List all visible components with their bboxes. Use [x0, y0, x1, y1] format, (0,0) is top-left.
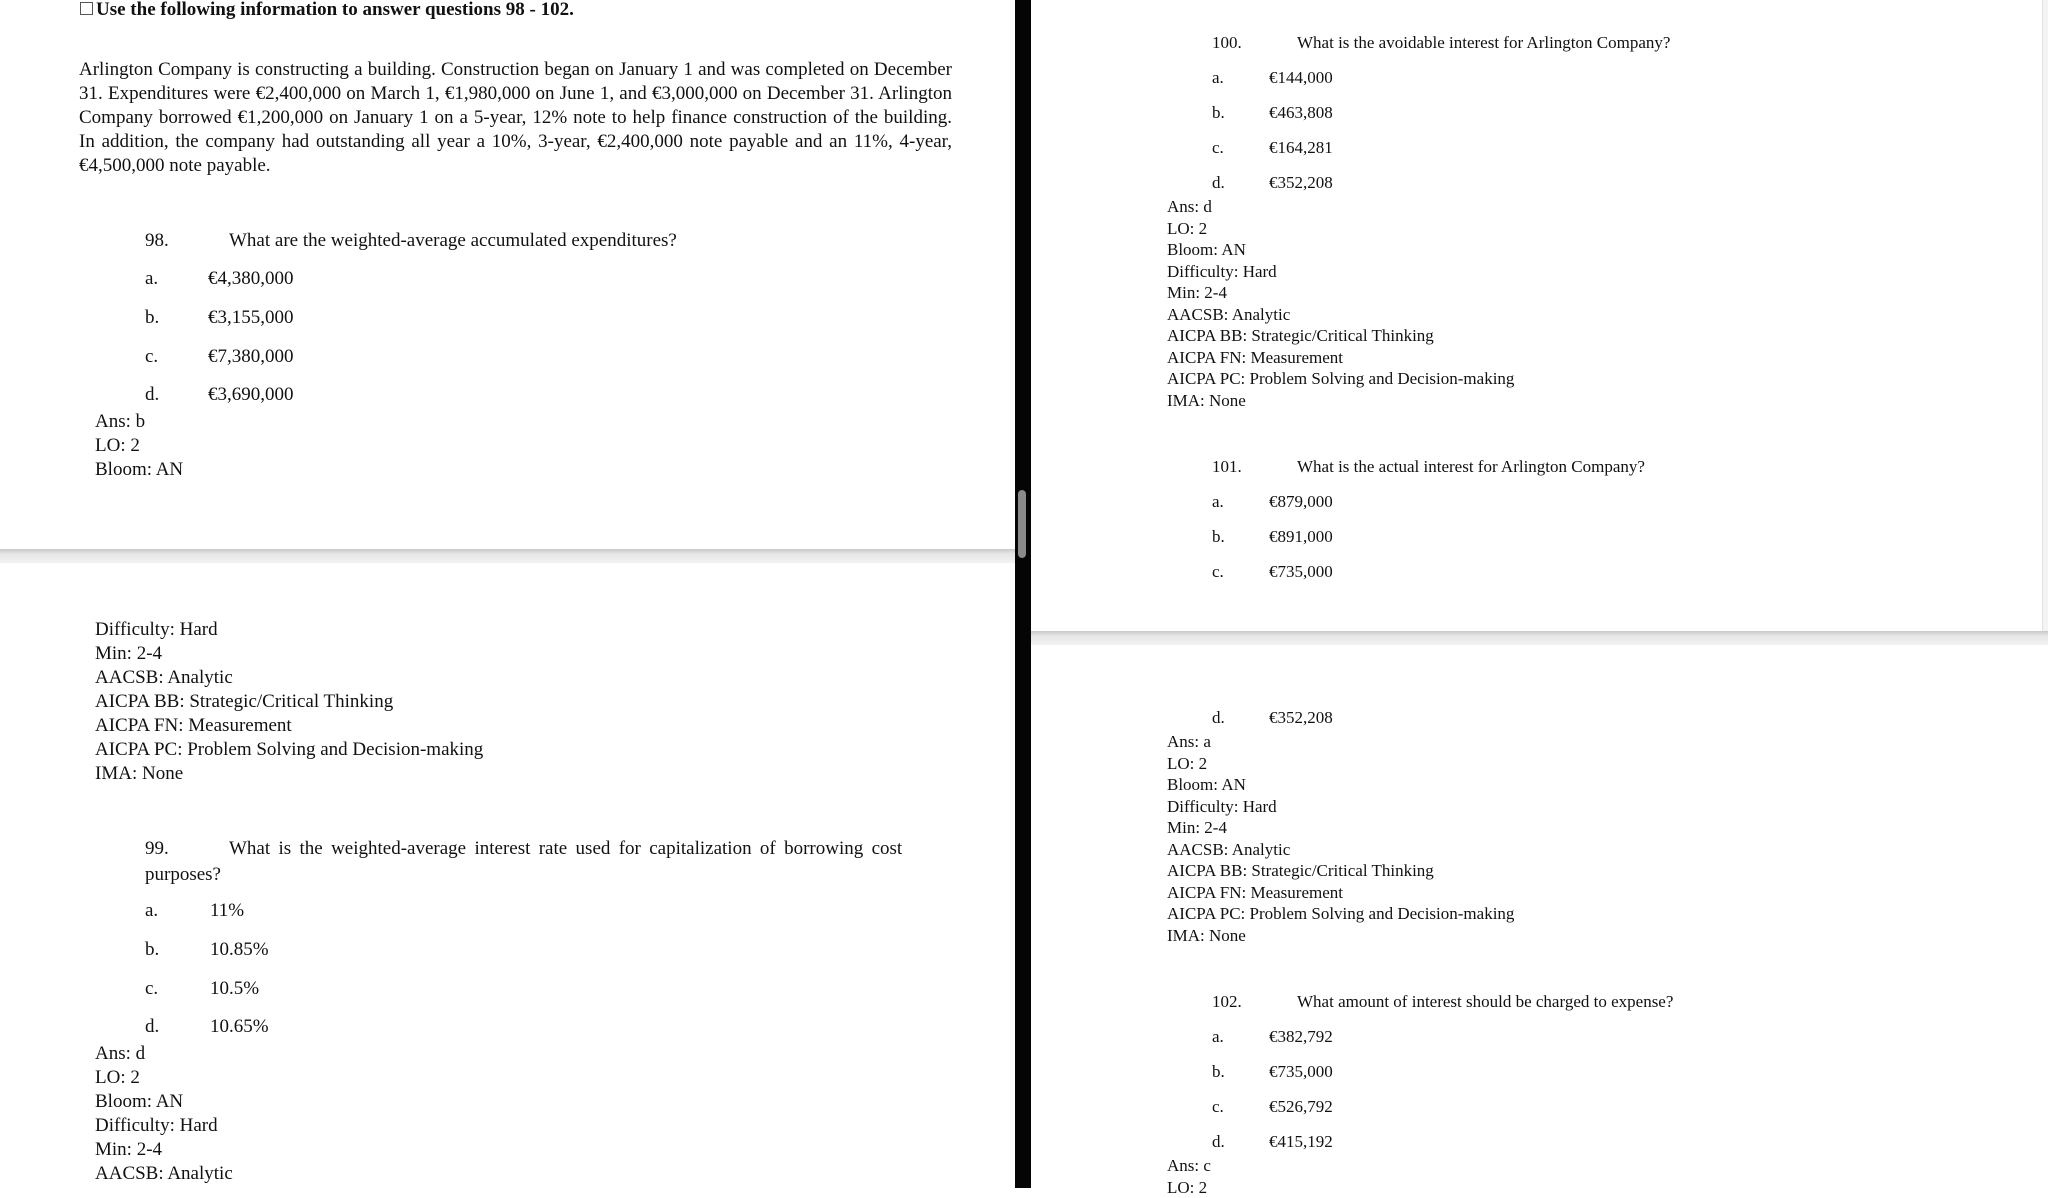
- meta-line: Bloom: AN: [1167, 774, 1514, 796]
- q101-text: What is the actual interest for Arlington Company?: [1297, 457, 1645, 477]
- q102-meta: [1167, 1155, 1211, 1198]
- meta-line: AICPA PC: Problem Solving and Decision-making: [1167, 368, 1514, 390]
- meta-line: LO: 2: [1167, 218, 1514, 240]
- q100-a-value: €144,000: [1269, 68, 1333, 88]
- q99-b-letter: b.: [145, 939, 159, 961]
- q101-d-letter: d.: [1212, 708, 1225, 728]
- q99-a-value: 11%: [210, 900, 244, 922]
- meta-line: Difficulty: Hard: [95, 1114, 233, 1138]
- q101-a-letter: a.: [1212, 492, 1224, 512]
- meta-line: LO: 2: [95, 1066, 233, 1090]
- q98-b-value: €3,155,000: [208, 307, 294, 329]
- meta-line: Min: 2-4: [1167, 817, 1514, 839]
- q100-b-value: €463,808: [1269, 103, 1333, 123]
- q101-a-value: €879,000: [1269, 492, 1333, 512]
- meta-line: Min: 2-4: [95, 1138, 233, 1162]
- q101-b-value: €891,000: [1269, 527, 1333, 547]
- meta-line: Ans: b: [95, 410, 183, 434]
- q98-text: What are the weighted-average accumulated expenditures?: [229, 230, 677, 252]
- q99-b-value: 10.85%: [210, 939, 269, 961]
- q99-number: 99.: [145, 838, 169, 860]
- q100-d-value: €352,208: [1269, 173, 1333, 193]
- q102-b-value: €735,000: [1269, 1062, 1333, 1082]
- meta-line: AICPA BB: Strategic/Critical Thinking: [95, 690, 483, 714]
- q98-d-value: €3,690,000: [208, 384, 294, 406]
- meta-line: AICPA PC: Problem Solving and Decision-making: [1167, 903, 1514, 925]
- q102-c-value: €526,792: [1269, 1097, 1333, 1117]
- page-break-shadow: [0, 549, 1015, 563]
- meta-line: AICPA FN: Measurement: [1167, 347, 1514, 369]
- q101-d-value: €352,208: [1269, 708, 1333, 728]
- q102-text: What amount of interest should be charged to expense?: [1297, 992, 1673, 1012]
- meta-line: Bloom: AN: [95, 1090, 233, 1114]
- q98-c-value: €7,380,000: [208, 346, 294, 368]
- meta-line: AICPA FN: Measurement: [95, 714, 483, 738]
- q101-number: 101.: [1212, 457, 1242, 477]
- q100-number: 100.: [1212, 33, 1242, 53]
- q100-b-letter: b.: [1212, 103, 1225, 123]
- q100-c-value: €164,281: [1269, 138, 1333, 158]
- q98-c-letter: c.: [145, 346, 158, 368]
- section-header: [80, 0, 574, 21]
- meta-line: Min: 2-4: [95, 642, 483, 666]
- q99-a-letter: a.: [145, 900, 158, 922]
- meta-line: Ans: c: [1167, 1155, 1211, 1177]
- page-edge: [2042, 0, 2048, 631]
- q98-a-letter: a.: [145, 268, 158, 290]
- divider-handle[interactable]: [1018, 490, 1026, 558]
- meta-line: Bloom: AN: [1167, 239, 1514, 261]
- q98-meta-bottom: [95, 618, 483, 786]
- q102-d-letter: d.: [1212, 1132, 1225, 1152]
- q99-c-value: 10.5%: [210, 978, 259, 1000]
- checkbox-icon: [80, 2, 93, 15]
- meta-line: AACSB: Analytic: [95, 666, 483, 690]
- q98-a-value: €4,380,000: [208, 268, 294, 290]
- q99-d-value: 10.65%: [210, 1016, 269, 1038]
- q100-d-letter: d.: [1212, 173, 1225, 193]
- q99-d-letter: d.: [145, 1016, 159, 1038]
- q101-b-letter: b.: [1212, 527, 1225, 547]
- meta-line: AACSB: Analytic: [95, 1162, 233, 1186]
- q99-c-letter: c.: [145, 978, 158, 1000]
- q102-a-letter: a.: [1212, 1027, 1224, 1047]
- meta-line: Ans: a: [1167, 731, 1514, 753]
- meta-line: Min: 2-4: [1167, 282, 1514, 304]
- meta-line: AICPA FN: Measurement: [1167, 882, 1514, 904]
- q100-meta: [1167, 196, 1514, 411]
- meta-line: AACSB: Analytic: [1167, 304, 1514, 326]
- meta-line: AICPA BB: Strategic/Critical Thinking: [1167, 325, 1514, 347]
- q102-d-value: €415,192: [1269, 1132, 1333, 1152]
- meta-line: IMA: None: [95, 762, 483, 786]
- q100-a-letter: a.: [1212, 68, 1224, 88]
- meta-line: IMA: None: [1167, 390, 1514, 412]
- meta-line: Difficulty: Hard: [95, 618, 483, 642]
- q101-c-letter: c.: [1212, 562, 1224, 582]
- page-break-shadow: [1031, 631, 2048, 645]
- q102-number: 102.: [1212, 992, 1242, 1012]
- meta-line: Bloom: AN: [95, 458, 183, 482]
- q102-a-value: €382,792: [1269, 1027, 1333, 1047]
- problem-intro: Arlington Company is constructing a building. Construction began on January 1 and was completed on December 31. Expenditures were €2,400,000 on March 1, €1,980,000 on June 1, and €3,000,000 on December 31. Arlington Company borrowed €1,200,000 on January 1 on a 5-year, 12% note to help finance construction of the building. In addition, the company had outstanding all year a 10%, 3-year, €2,400,000 note payable and an 11%, 4-year, €4,500,000 note payable.: [79, 58, 952, 178]
- q102-c-letter: c.: [1212, 1097, 1224, 1117]
- meta-line: Difficulty: Hard: [1167, 261, 1514, 283]
- meta-line: AACSB: Analytic: [1167, 839, 1514, 861]
- q98-b-letter: b.: [145, 307, 159, 329]
- q101-meta: [1167, 731, 1514, 946]
- q102-b-letter: b.: [1212, 1062, 1225, 1082]
- meta-line: AICPA PC: Problem Solving and Decision-making: [95, 738, 483, 762]
- q98-number: 98.: [145, 230, 169, 252]
- q100-text: What is the avoidable interest for Arlington Company?: [1297, 33, 1670, 53]
- q99-text-cont: purposes?: [145, 864, 221, 886]
- meta-line: LO: 2: [1167, 753, 1514, 775]
- q98-d-letter: d.: [145, 384, 159, 406]
- q100-c-letter: c.: [1212, 138, 1224, 158]
- q98-meta-top: [95, 410, 183, 482]
- meta-line: AICPA BB: Strategic/Critical Thinking: [1167, 860, 1514, 882]
- q101-c-value: €735,000: [1269, 562, 1333, 582]
- split-divider[interactable]: [1015, 0, 1031, 1188]
- meta-line: Difficulty: Hard: [1167, 796, 1514, 818]
- meta-line: IMA: None: [1167, 925, 1514, 947]
- meta-line: Ans: d: [95, 1042, 233, 1066]
- meta-line: Ans: d: [1167, 196, 1514, 218]
- meta-line: LO: 2: [95, 434, 183, 458]
- q99-text: What is the weighted-average interest rate used for capitalization of borrowing cost: [229, 838, 902, 860]
- header-text: Use the following information to answer questions 98 - 102.: [96, 0, 574, 20]
- q99-meta: [95, 1042, 233, 1186]
- meta-line: LO: 2: [1167, 1177, 1211, 1198]
